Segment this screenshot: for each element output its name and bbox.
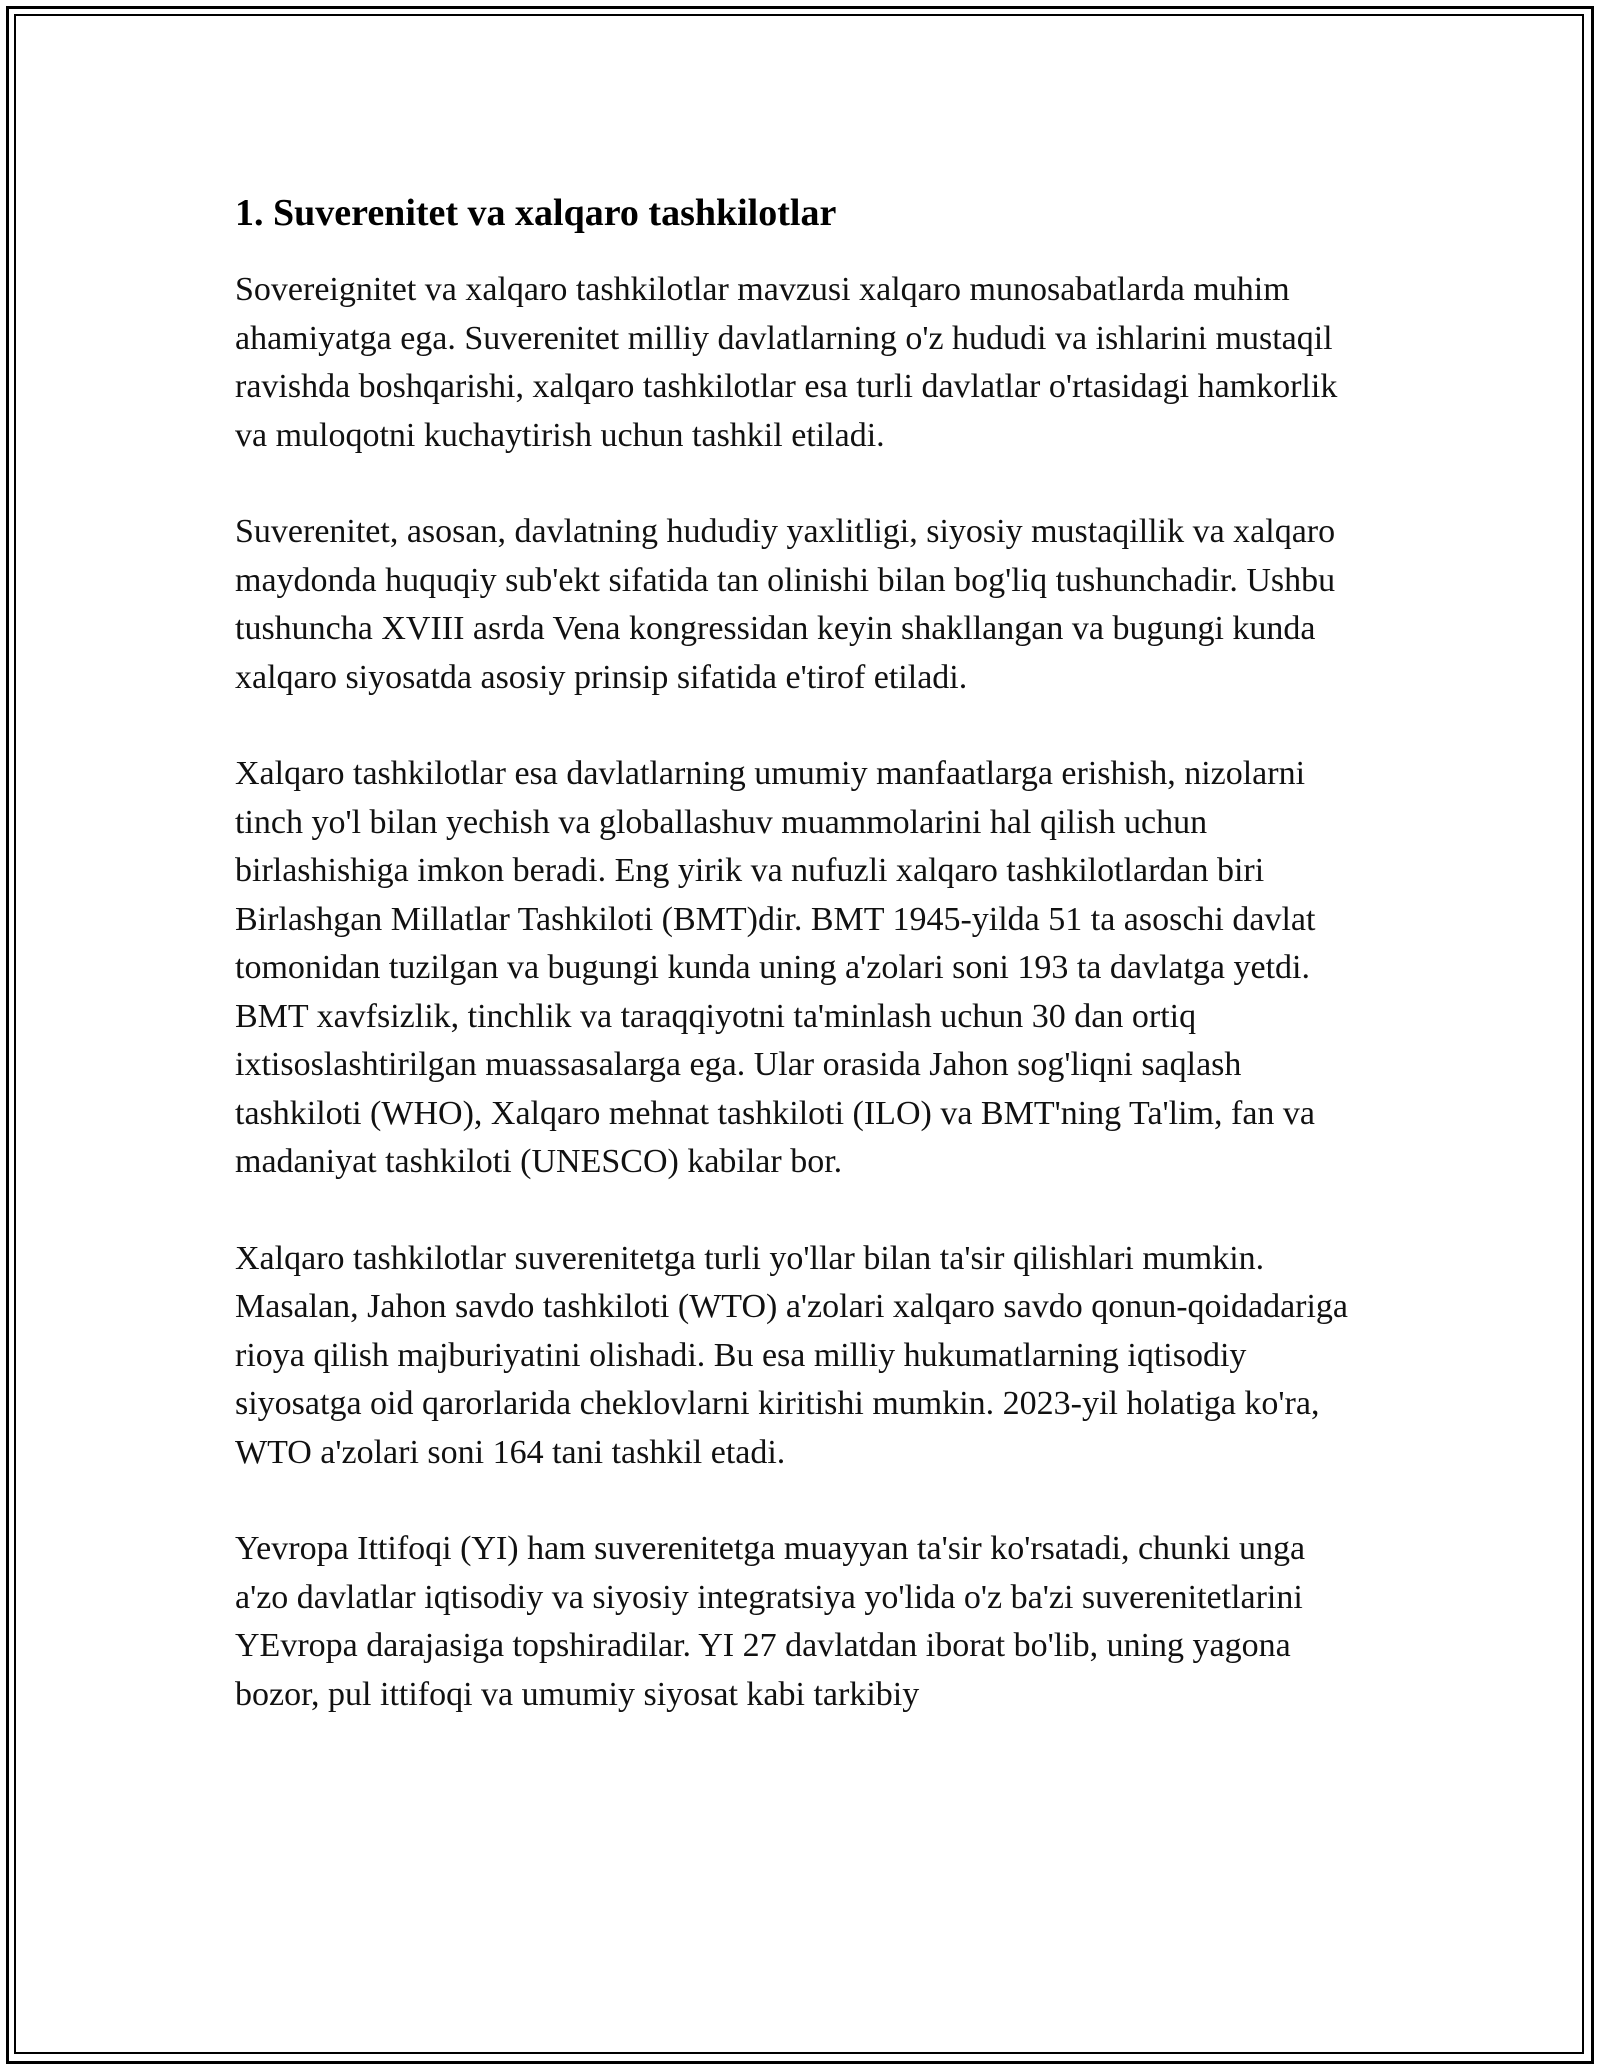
paragraph-wto: Xalqaro tashkilotlar suverenitetga turli yo'llar bilan ta'sir qilishlari mumkin. Masalan, Jahon savdo tashkiloti (WTO) a'zolari xalqaro savdo qonun-qoidadariga rioya qilish majburiyatini olishadi. Bu esa milliy hukumatlarning iqtisodiy siyosatga oid qarorlarida cheklovlarni kiritishi mumkin. 2023-yil holatiga ko'ra, WTO a'zolari soni 164 tani tashkil etadi. <box>235 1239 1349 1471</box>
paragraph-european-union: Yevropa Ittifoqi (YI) ham suverenitetga muayyan ta'sir ko'rsatadi, chunki unga a'zo davlatlar iqtisodiy va siyosiy integratsiya yo'lida o'z ba'zi suverenitetlarini YEvropa darajasiga topshiradilar. YI 27 davlatdan iborat bo'lib, uning yagona bozor, pul ittifoqi va umumiy siyosat kabi tarkibiy <box>235 1530 1306 1713</box>
paragraph-intro: Sovereignitet va xalqaro tashkilotlar mavzusi xalqaro munosabatlarda muhim ahamiyatga ega. Suverenitet milliy davlatlarning o'z hududi va ishlarini mustaqil ravishda boshqarishi, xalqaro tashkilotlar esa turli davlatlar o'rtasidagi hamkorlik va muloqotni kuchaytirish uchun tashkil etiladi. <box>235 271 1338 454</box>
paragraph-sovereignty-definition: Suverenitet, asosan, davlatning hududiy yaxlitligi, siyosiy mustaqillik va xalqaro maydonda huquqiy sub'ekt sifatida tan olinishi bilan bog'liq tushunchadir. Ushbu tushuncha XVIII asrda Vena kongressidan keyin shakllangan va bugungi kunda xalqaro siyosatda asosiy prinsip sifatida e'tirof etiladi. <box>235 513 1336 696</box>
section-heading: 1. Suverenitet va xalqaro tashkilotlar <box>235 192 837 234</box>
paragraph-international-organizations: Xalqaro tashkilotlar esa davlatlarning umumiy manfaatlarga erishish, nizolarni tinch yo'l bilan yechish va globallashuv muammolarini hal qilish uchun birlashishiga imkon beradi. Eng yirik va nufuzli xalqaro tashkilotlardan biri Birlashgan Millatlar Tashkiloti (BMT)dir. BMT 1945-yilda 51 ta asoschi davlat tomonidan tuzilgan va bugungi kunda uning a'zolari soni 193 ta davlatga yetdi. BMT xavfsizlik, tinchlik va taraqqiyotni ta'minlash uchun 30 dan ortiq ixtisoslashtirilgan muassasalarga ega. Ular orasida Jahon sog'liqni saqlash tashkiloti (WHO), Xalqaro mehnat tashkiloti (ILO) va BMT'ning Ta'lim, fan va madaniyat tashkiloti (UNESCO) kabilar bor. <box>235 755 1316 1180</box>
document-body <box>235 188 1355 1767</box>
